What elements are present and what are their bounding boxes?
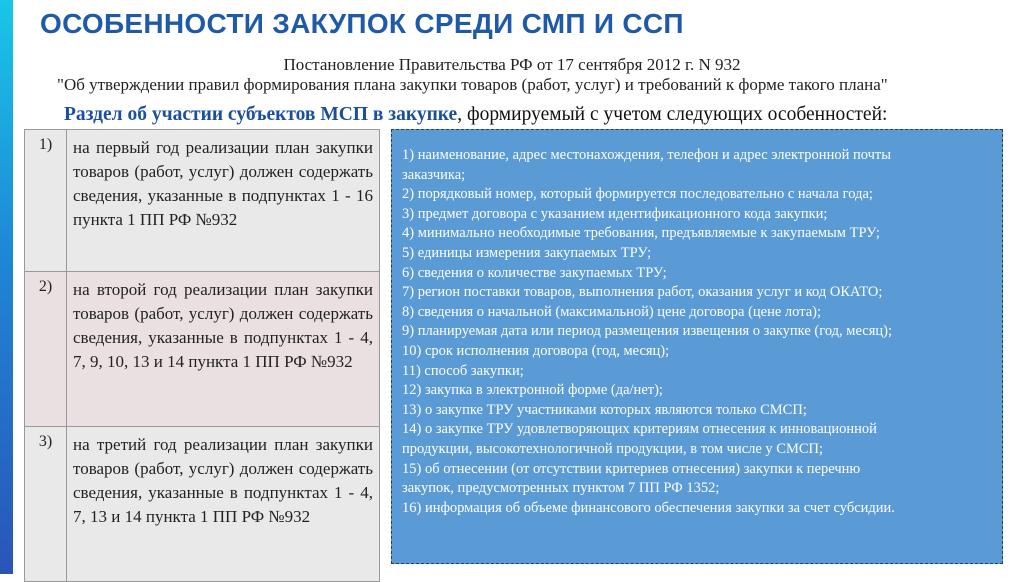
detail-line: 16) информация об объеме финансового обеспечения закупки за счет субсидии. — [402, 499, 895, 516]
detail-line: 4) минимально необходимые требования, предъявляемые к закупаемым ТРУ; — [402, 225, 880, 242]
detail-line: 10) срок исполнения договора (год, месяц); — [402, 342, 670, 359]
item-number: 2) — [25, 272, 67, 427]
item-number: 1) — [25, 130, 67, 272]
plan-details-box — [391, 129, 1003, 564]
detail-line: 5) единицы измерения закупаемых ТРУ; — [402, 244, 652, 261]
detail-line: заказчика; — [402, 166, 466, 183]
item-number: 3) — [25, 427, 67, 582]
year-requirements-table — [24, 129, 380, 582]
table-row — [25, 427, 380, 582]
detail-line: 9) планируемая дата или период размещения извещения о закупке (год, месяц); — [402, 323, 892, 340]
detail-line: 11) способ закупки; — [402, 362, 524, 379]
detail-line: 12) закупка в электронной форме (да/нет); — [402, 382, 663, 399]
item-text: на второй год реализации план закупки товаров (работ, услуг) должен содержать сведения, указанные в подпунктах 1 - 4, 7, 9, 10, 13 и 14 пункта 1 ПП РФ №932 — [67, 272, 380, 427]
table-row — [25, 272, 380, 427]
detail-line: 1) наименование, адрес местонахождения, телефон и адрес электронной почты — [402, 147, 891, 163]
section-lead — [64, 104, 887, 126]
item-text: на первый год реализации план закупки товаров (работ, услуг) должен содержать сведения, указанные в подпунктах 1 - 16 пункта 1 ПП РФ №932 — [67, 130, 380, 272]
decree-reference: Постановление Правительства РФ от 17 сентября 2012 г. N 932 — [283, 55, 741, 74]
detail-line: 7) регион поставки товаров, выполнения работ, оказания услуг и код ОКАТО; — [402, 284, 883, 301]
detail-line: закупок, предусмотренных пунктом 7 ПП РФ 1352; — [402, 480, 720, 497]
detail-line: продукции, высокотехнологичной продукции, в том числе у СМСП; — [402, 440, 824, 457]
decree-name: "Об утверждении правил формирования плана закупки товаров (работ, услуг) и требований к форме такого плана" — [57, 75, 888, 94]
detail-line: 6) сведения о количестве закупаемых ТРУ; — [402, 264, 667, 281]
accent-bar — [0, 0, 13, 574]
detail-line: 13) о закупке ТРУ участниками которых являются только СМСП; — [402, 401, 807, 418]
detail-line: 14) о закупке ТРУ удовлетворяющих критериям отнесения к инновационной — [402, 421, 877, 438]
detail-line: 2) порядковый номер, который формируется последовательно с начала года; — [402, 186, 873, 203]
section-lead-rest: , формируемый с учетом следующих особенностей: — [457, 104, 888, 125]
detail-line: 15) об отнесении (от отсутствии критериев отнесения) закупки к перечню — [402, 460, 861, 477]
section-lead-highlight: Раздел об участии субъектов МСП в закупке — [64, 104, 458, 125]
table-row — [25, 130, 380, 272]
item-text: на третий год реализации план закупки товаров (работ, услуг) должен содержать сведения, указанные в подпунктах 1 - 4, 7, 13 и 14 пункта 1 ПП РФ №932 — [67, 427, 380, 582]
detail-line: 8) сведения о начальной (максимальной) цене договора (цене лота); — [402, 303, 822, 320]
page-title: ОСОБЕННОСТИ ЗАКУПОК СРЕДИ СМП И ССП — [40, 8, 684, 39]
detail-line: 3) предмет договора с указанием идентификационного кода закупки; — [402, 205, 828, 222]
